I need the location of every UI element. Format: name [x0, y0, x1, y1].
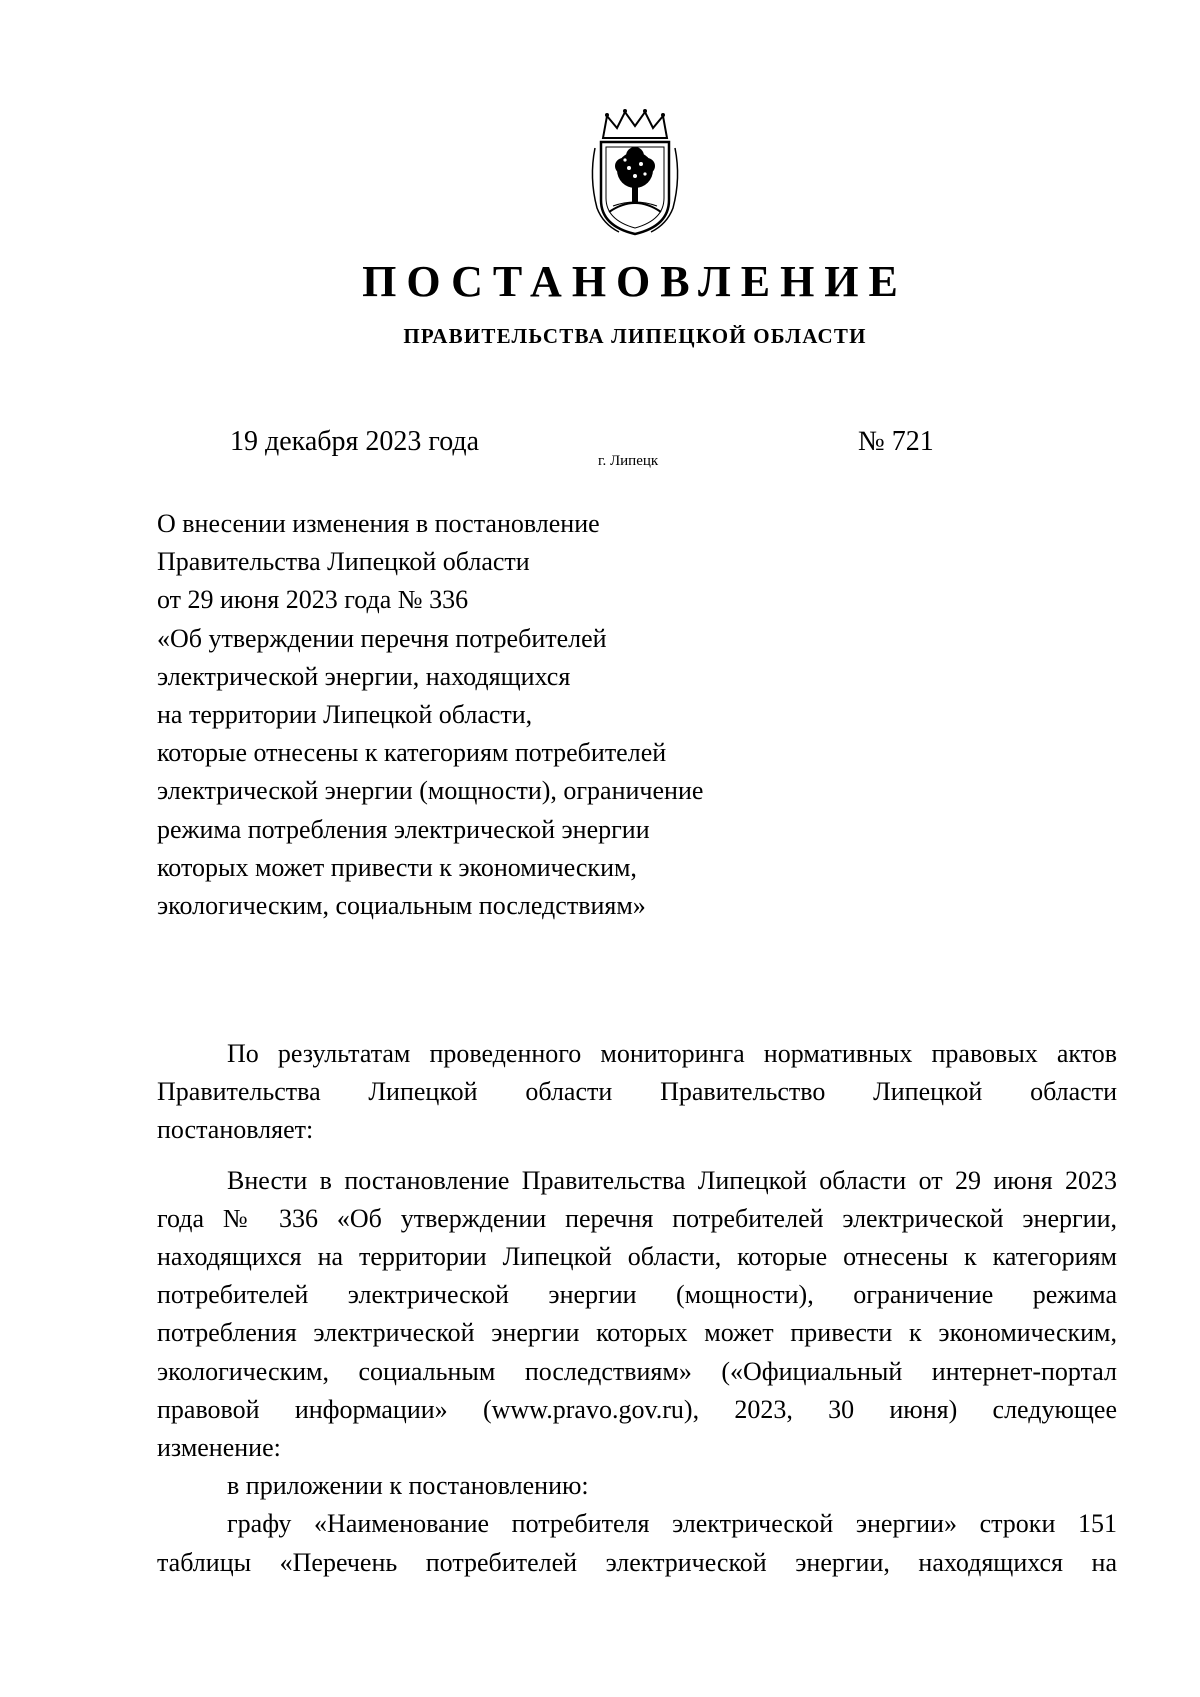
paragraph-annex: в приложении к постановлению:	[227, 1471, 589, 1501]
subject-line: Правительства Липецкой области	[157, 547, 530, 577]
body-line: графу «Наименование потребителя электрической энергии» строки 151	[227, 1509, 1117, 1539]
subject-line: «Об утверждении перечня потребителей	[157, 623, 607, 653]
subject-line: режима потребления электрической энергии	[157, 814, 650, 844]
document-city: г. Липецк	[598, 453, 659, 469]
body-line: таблицы «Перечень потребителей электрической энергии, находящихся на	[157, 1547, 1117, 1577]
coat-of-arms-icon	[585, 108, 685, 238]
document-type-title: ПОСТАНОВЛЕНИЕ	[362, 257, 908, 306]
subject-line: экологическим, социальным последствиям»	[157, 891, 646, 921]
subject-line: электрической энергии, находящихся	[157, 661, 571, 691]
body-line: Правительства Липецкой области Правительство Липецкой области	[157, 1077, 1117, 1107]
body-line: По результатам проведенного мониторинга нормативных правовых актов	[227, 1039, 1117, 1068]
issuer-subtitle: ПРАВИТЕЛЬСТВА ЛИПЕЦКОЙ ОБЛАСТИ	[403, 324, 867, 348]
body-line: Внести в постановление Правительства Липецкой области от 29 июня 2023	[227, 1165, 1117, 1195]
subject-line: которые отнесены к категориям потребителей	[157, 738, 667, 768]
paragraph-amendment	[157, 1162, 1117, 1468]
paragraph-preamble	[157, 1035, 1117, 1150]
document-number: № 721	[858, 426, 934, 457]
paragraph-column	[157, 1505, 1117, 1581]
document-subject	[157, 505, 703, 925]
subject-line: от 29 июня 2023 года № 336	[157, 585, 469, 615]
document-body	[157, 1035, 1117, 1582]
document-date: 19 декабря 2023 года	[230, 426, 480, 457]
body-line: года № 336 «Об утверждении перечня потребителей электрической энергии,	[157, 1203, 1117, 1233]
body-line: изменение:	[157, 1433, 281, 1463]
subject-line: которых может привести к экономическим,	[157, 852, 637, 882]
body-line: экологическим, социальным последствиям» («Официальный интернет-портал	[157, 1356, 1117, 1386]
body-line: потребителей электрической энергии (мощности), ограничение режима	[157, 1280, 1117, 1310]
body-line: потребления электрической энергии которых может привести к экономическим,	[157, 1318, 1117, 1348]
body-line: постановляет:	[157, 1115, 314, 1145]
body-line: находящихся на территории Липецкой области, которые отнесены к категориям	[157, 1242, 1117, 1272]
subject-line: О внесении изменения в постановление	[157, 509, 600, 538]
subject-line: электрической энергии (мощности), ограничение	[157, 776, 704, 806]
subject-line: на территории Липецкой области,	[157, 700, 533, 730]
body-line: правовой информации» (www.pravo.gov.ru), 2023, 30 июня) следующее	[157, 1394, 1117, 1424]
